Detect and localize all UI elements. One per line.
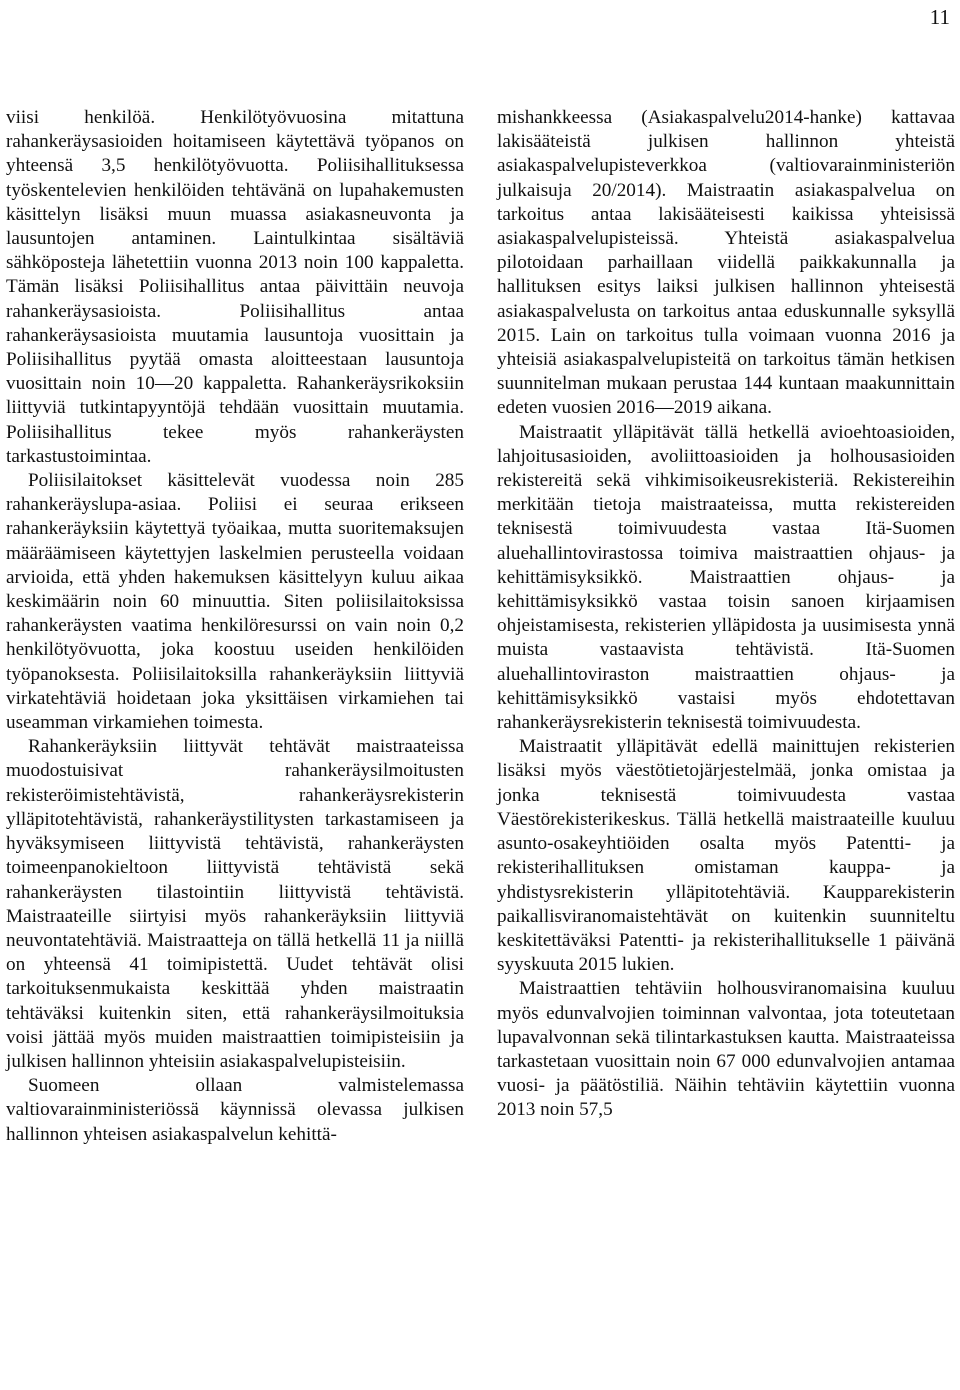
paragraph: Maistraattien tehtäviin holhousviranomaisina kuuluu myös edunvalvojien toiminnan valvontaa, jota toteutetaan lupavalvonnan sekä tilintarkastuksen kautta. Maistraateissa tarkastetaan vuosittain noin 67 000 edunvalvojien antamaa vuosi- ja päätöstiliä. Näihin tehtäviin käytettiin vuonna 2013 noin 57,5 — [497, 978, 955, 1121]
paragraph: Rahankeräyksiin liittyvät tehtävät maistraateissa muodostuisivat rahankeräysilmoitusten rekisteröimistehtävistä, rahankeräysrekisterin ylläpitotehtävistä, rahankeräystilitysten tarkastamiseen ja hyväksymiseen liittyvistä tehtävistä, rahankeräysten toimeenpanokieltoon liittyvistä tehtävistä sekä rahankeräysten tilastointiin liittyvistä tehtävistä. Maistraateille siirtyisi myös rahankeräyksiin liittyviä neuvontatehtäviä. Maistraatteja on tällä hetkellä 11 ja niillä on yhteensä 41 toimipistettä. Uudet tehtävät olisi tarkoituksenmukaista keskittää yhden maistraatin tehtäväksi kuitenkin siten, että rahankeräysilmoituksia voisi jättää myös muiden maistraattien toimipisteisiin ja julkisen hallinnon yhteisiin asiakaspalvelupisteisiin. — [6, 736, 464, 1072]
paragraph: Suomeen ollaan valmistelemassa valtiovarainministeriössä käynnissä olevassa julkisen hallinnon yhteisen asiakaspalvelun kehittä- — [6, 1075, 464, 1145]
left-column — [6, 106, 464, 1147]
right-column — [497, 106, 955, 1123]
paragraph: mishankkeessa (Asiakaspalvelu2014-hanke) kattavaa lakisääteistä julkisen hallinnon yhteistä asiakaspalvelupisteverkkoa (valtiovarainministeriön julkaisuja 20/2014). Maistraatin asiakaspalvelua on tarkoitus antaa lakisääteisesti kaikissa yhteisissä asiakaspalvelupisteissä. Yhteistä asiakaspalvelua pilotoidaan parhaillaan viidellä paikkakunnalla ja hallituksen esitys laiksi julkisen hallinnon yhteisestä asiakaspalvelusta on tarkoitus antaa eduskunnalle syksyllä 2015. Lain on tarkoitus tulla voimaan vuonna 2016 ja yhteisiä asiakaspalvelupisteitä on tarkoitus tämän hetkisen suunnitelman mukaan perustaa 144 kuntaan maakunnittain edeten vuosien 2016—2019 aikana. — [497, 107, 955, 419]
paragraph: Maistraatit ylläpitävät tällä hetkellä avioehtoasioiden, lahjoitusasioiden, avoliittoasioiden ja holhousasioiden rekistereitä sekä vihkimisoikeusrekisteriä. Rekistereihin merkitään tietoja maistraateissa, mutta rekistereiden teknisestä toimivuudesta vastaa Itä-Suomen aluehallintovirastossa toimiva maistraattien ohjaus- ja kehittämisyksikkö. Maistraattien ohjaus- ja kehittämisyksikkö vastaa toisin sanoen kirjaamisen ohjeistamisesta, rekisterien ylläpidosta ja uusimisesta ynnä muista vastaavista tehtävistä. Itä-Suomen aluehallintoviraston maistraattien ohjaus- ja kehittämisyksikkö vastaisi myös ehdotettavan rahankeräysrekisterin teknisestä toimivuudesta. — [497, 421, 955, 734]
paragraph: Poliisilaitokset käsittelevät vuodessa noin 285 rahankeräyslupa-asiaa. Poliisi ei seuraa erikseen rahankeräyksiin käytettyä työaikaa, mutta suoritemaksujen määräämiseen käytettyjen laskelmien perusteella voidaan arvioida, että yhden hakemuksen käsittelyyn kuluu aikaa keskimäärin noin 60 minuuttia. Siten poliisilaitoksissa rahankeräysten vaatima henkilöresurssi on vain noin 0,2 henkilötyövuotta, joka koostuu useiden henkilöiden työpanoksesta. Poliisilaitoksilla rahankeräyksiin liittyviä virkatehtäviä hoidetaan joka yksittäisen virkamiehen tai useamman virkamiehen toimesta. — [6, 470, 464, 734]
paragraph: viisi henkilöä. Henkilötyövuosina mitattuna rahankeräysasioiden hoitamiseen käytettävä työpanos on yhteensä 3,5 henkilötyövuotta. Poliisihallituksessa työskentelevien henkilöiden tehtävänä on lupahakemusten käsittelyn lisäksi muun muassa asiakasneuvonta ja lausuntojen antaminen. Laintulkintaa sisältäviä sähköposteja lähetettiin vuonna 2013 noin 100 kappaletta. Tämän lisäksi Poliisihallitus antaa päivittäin neuvoja rahankeräysasioista. Poliisihallitus antaa rahankeräysasioista muutamia lausuntoja vuosittain ja Poliisihallitus pyytää omasta aloitteestaan lausuntoja vuosittain noin 10—20 kappaletta. Rahankeräysrikoksiin liittyviä tutkintapyyntöjä tehdään vuosittain muutamia. Poliisihallitus tekee myös rahankeräysten tarkastustoimintaa. — [6, 107, 464, 467]
page-number: 11 — [929, 5, 950, 29]
paragraph: Maistraatit ylläpitävät edellä mainittujen rekisterien lisäksi myös väestötietojärjestelmää, jonka omistaa ja jonka teknisestä toimivuudesta vastaa Väestörekisterikeskus. Tällä hetkellä maistraateille kuuluu asunto-osakeyhtiöiden osalta myös Patentti- ja rekisterihallituksen omistaman kauppa- ja yhdistysrekisterin ylläpitotehtäviä. Kaupparekisterin paikallisviranomaistehtävät on kuitenkin suunniteltu keskitettäväksi Patentti- ja rekisterihallitukselle 1 päivänä syyskuuta 2015 lukien. — [497, 736, 955, 976]
